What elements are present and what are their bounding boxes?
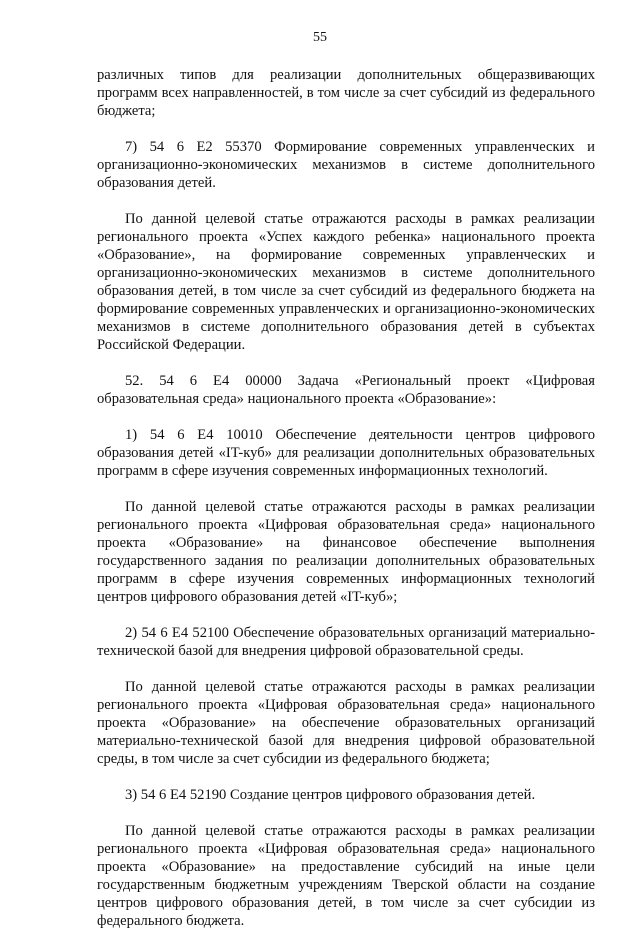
paragraph-item-1: 1) 54 6 E4 10010 Обеспечение деятельности центров цифрового образования детей «IT-куб» для реализации дополнительных образовательных программ в сфере изучения современных информационных технологий.: [97, 427, 595, 479]
page-number: 55: [313, 30, 327, 45]
paragraph-item-3: 3) 54 6 E4 52190 Создание центров цифрового образования детей.: [125, 787, 536, 803]
paragraph-section-52: 52. 54 6 E4 00000 Задача «Региональный проект «Цифровая образовательная среда» национального проекта «Образование»:: [97, 373, 595, 407]
paragraph-description: По данной целевой статье отражаются расходы в рамках реализации регионального проекта «Цифровая образовательная среда» национального проекта «Образование» на финансовое обеспечение выполнения государственного задания по реализации дополнительных образовательных программ в сфере изучения современных информационных технологий центров цифрового образования детей «IT-куб»;: [97, 499, 595, 605]
document-body: [97, 66, 595, 948]
paragraph-description: По данной целевой статье отражаются расходы в рамках реализации регионального проекта «Цифровая образовательная среда» национального проекта «Образование» на обеспечение образовательных организаций материально-технической базой для внедрения цифровой образовательной среды, в том числе за счет субсидии из федерального бюджета;: [97, 679, 595, 767]
paragraph-description: По данной целевой статье отражаются расходы в рамках реализации регионального проекта «Успех каждого ребенка» национального проекта «Образование», на формирование современных управленческих и организационно-экономических механизмов в системе дополнительного образования детей, в том числе за счет субсидий из федерального бюджета на формирование современных управленческих и организационно-экономических механизмов в системе дополнительного образования детей в субъектах Российской Федерации.: [97, 211, 595, 353]
paragraph-item-7: 7) 54 6 E2 55370 Формирование современных управленческих и организационно-экономических механизмов в системе дополнительного образования детей.: [97, 139, 595, 191]
paragraph-continuation: различных типов для реализации дополнительных общеразвивающих программ всех направленностей, в том числе за счет субсидий из федерального бюджета;: [97, 67, 595, 119]
paragraph-item-2: 2) 54 6 E4 52100 Обеспечение образовательных организаций материально-технической базой для внедрения цифровой образовательной среды.: [97, 625, 595, 659]
paragraph-description: По данной целевой статье отражаются расходы в рамках реализации регионального проекта «Цифровая образовательная среда» национального проекта «Образование» на предоставление субсидий на иные цели государственным бюджетным учреждениям Тверской области на создание центров цифрового образования детей, в том числе за счет субсидии из федерального бюджета.: [97, 823, 595, 929]
